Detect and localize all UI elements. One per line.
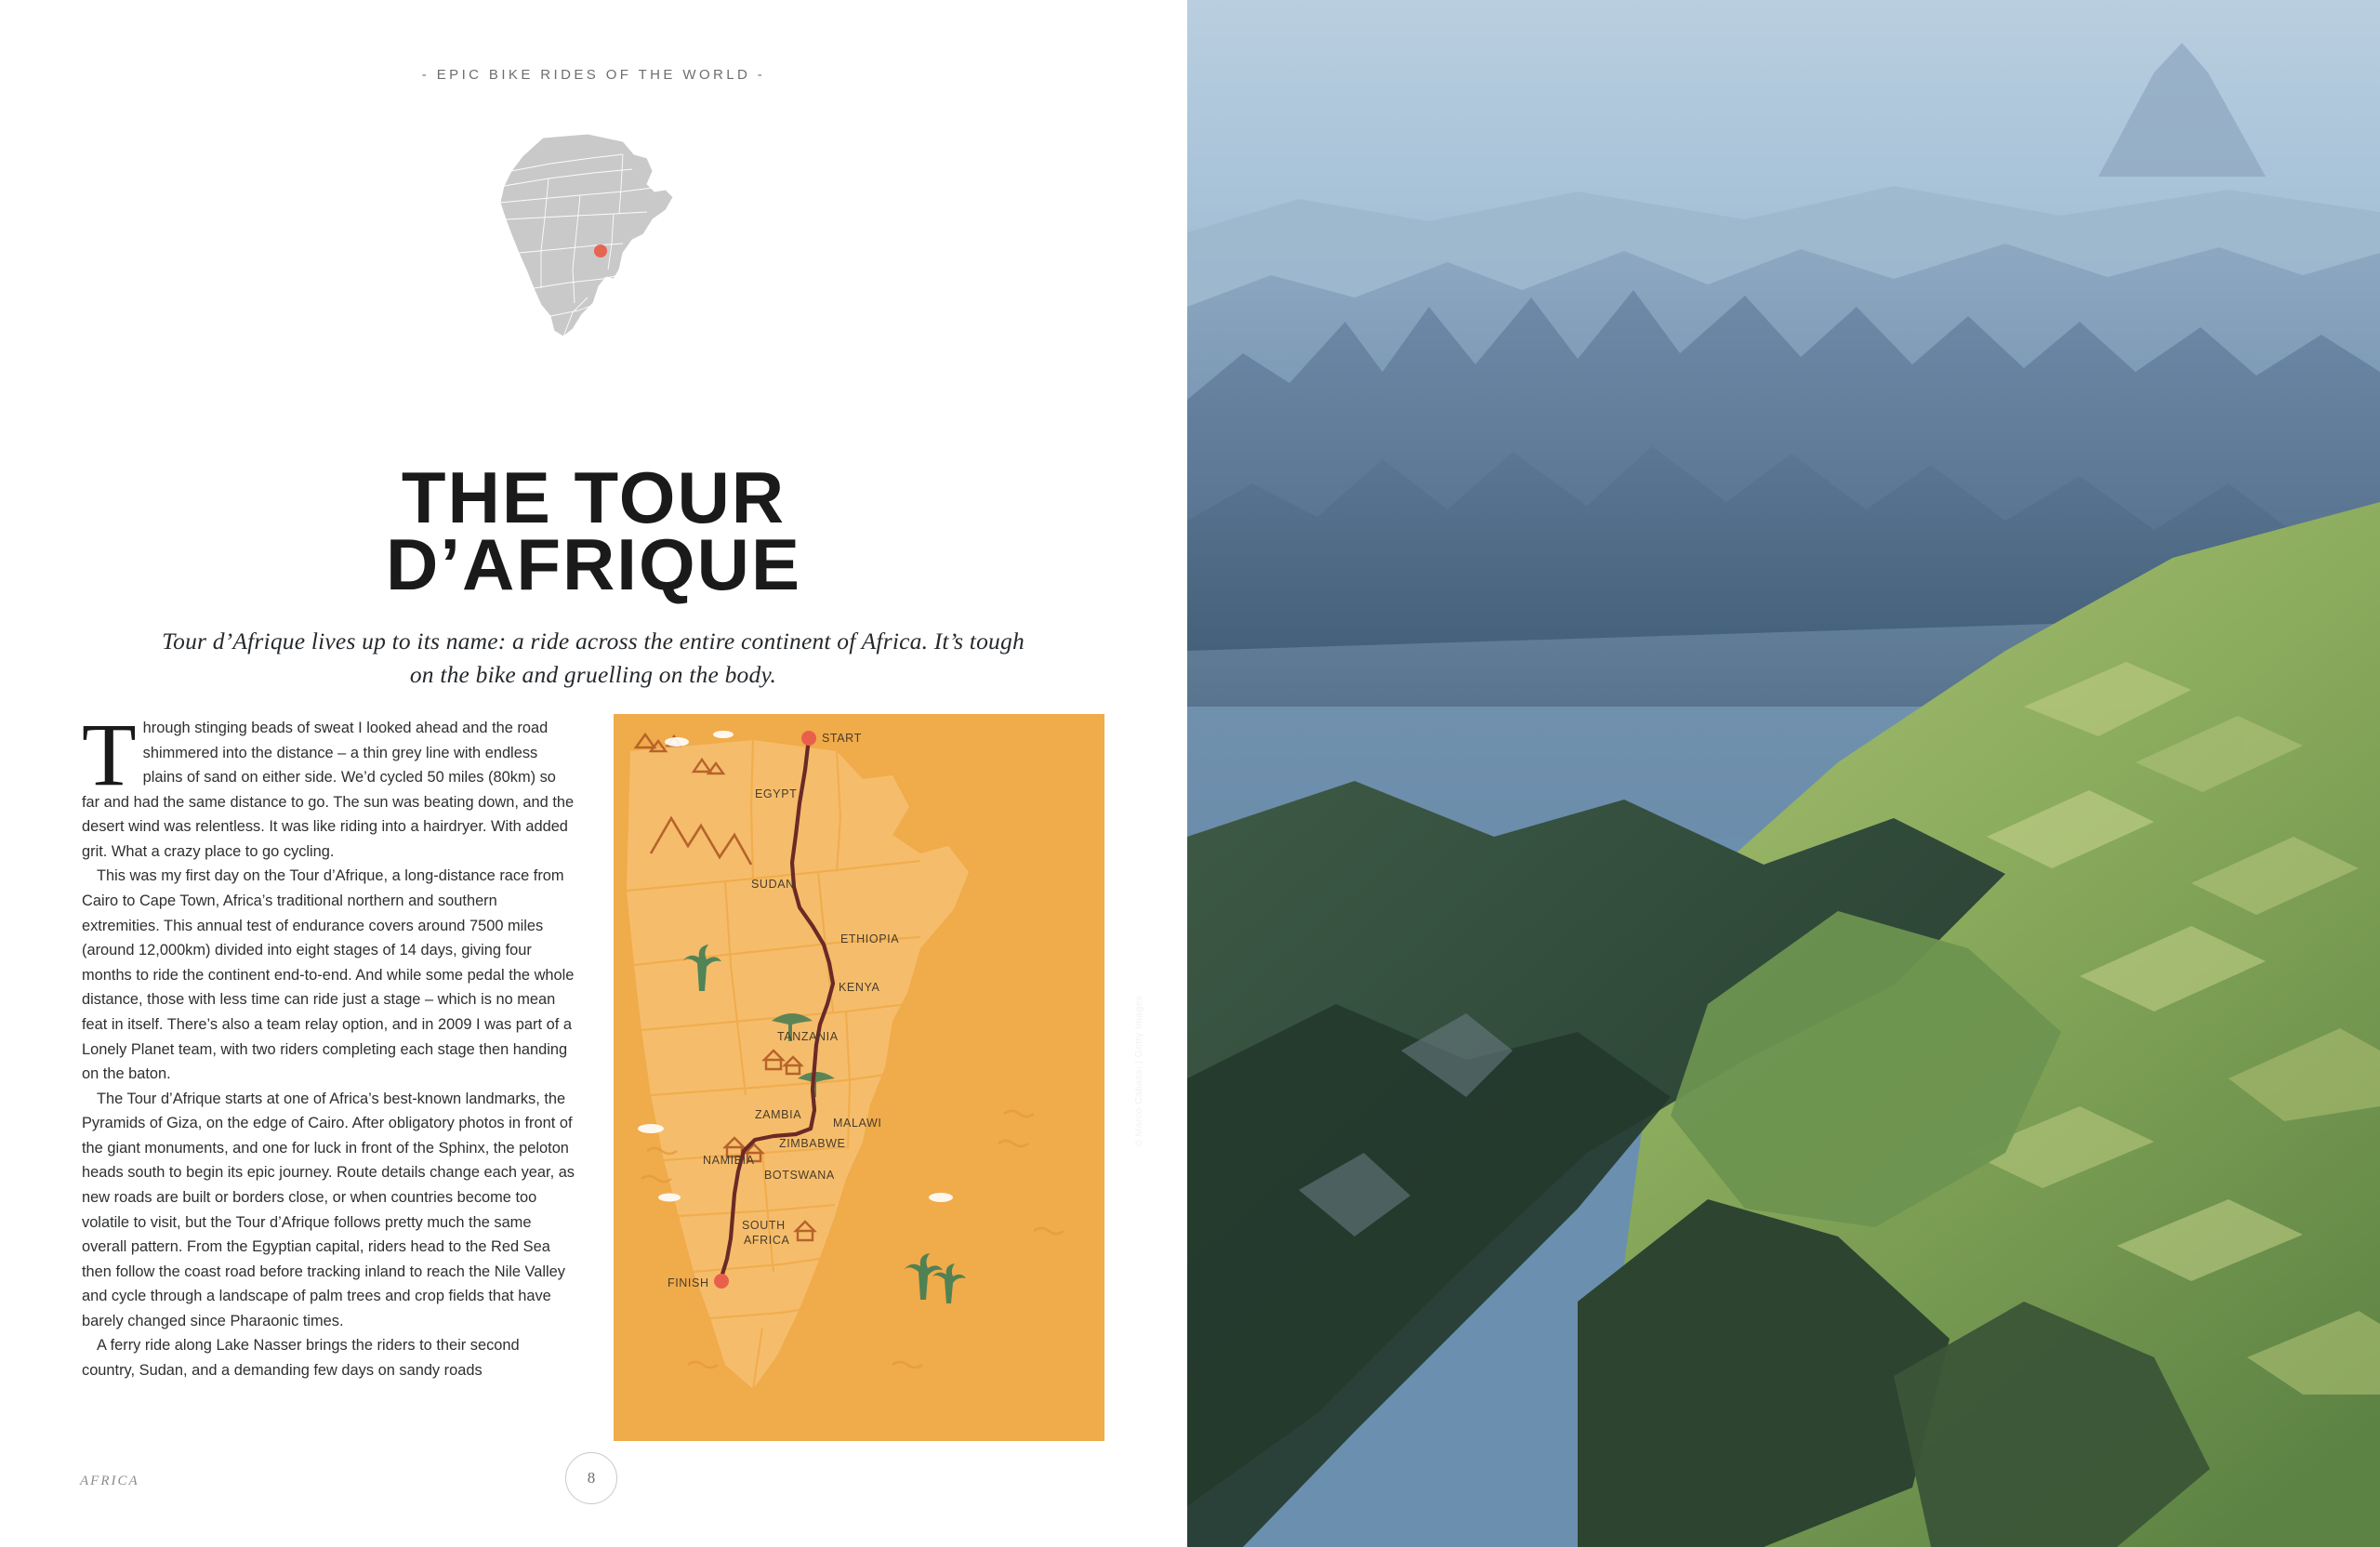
standfirst: Tour d’Afrique lives up to its name: a ride across the entire continent of Africa. It’s tough on the bike and gruelling on the body.	[162, 628, 1025, 689]
map-label-finish: FINISH	[668, 1276, 709, 1289]
title-line-2: D’AFRIQUE	[386, 522, 801, 605]
page-number: 8	[565, 1452, 617, 1504]
svg-text:ETHIOPIA: ETHIOPIA	[840, 932, 900, 945]
running-header: - EPIC BIKE RIDES OF THE WORLD -	[421, 67, 766, 83]
svg-text:ZAMBIA: ZAMBIA	[755, 1108, 802, 1121]
svg-text:NAMIBIA: NAMIBIA	[703, 1154, 755, 1167]
svg-text:SOUTH: SOUTH	[742, 1219, 786, 1232]
left-page	[0, 0, 1187, 1547]
svg-text:EGYPT: EGYPT	[755, 787, 798, 800]
svg-text:KENYA: KENYA	[839, 981, 880, 994]
map-label-start: START	[822, 732, 862, 745]
paragraph-4: A ferry ride along Lake Nasser brings the riders to their second country, Sudan, and a demanding few days on sandy roads	[82, 1337, 520, 1380]
title-line-1: THE TOUR	[401, 456, 787, 538]
africa-locator-map	[483, 130, 697, 353]
svg-text:SUDAN: SUDAN	[751, 878, 795, 891]
paragraph-3: The Tour d’Afrique starts at one of Africa’s best-known landmarks, the Pyramids of Giza, on the edge of Cairo. After obligatory photos in front of the giant monuments, and one for luck in front of the Sphinx, the peloton heads south to begin its epic journey. Route details change each year, as new roads are built or borders close, or when countries become too volatile to visit, but the Tour d’Afrique follows pretty much the same overall pattern. From the Egyptian capital, riders head to the Red Sea then follow the coast road before tracking inland to reach the Nile Valley and cycle through a landscape of palm trees and crop fields that have barely changed since Pharaonic times.	[82, 1090, 575, 1329]
drop-cap: T	[82, 705, 137, 804]
right-page-photo	[1133, 0, 2380, 1547]
paragraph-1	[82, 705, 575, 864]
svg-text:BOTSWANA: BOTSWANA	[764, 1169, 835, 1182]
paragraph-2: This was my first day on the Tour d’Afrique, a long-distance race from Cairo to Cape Town, Africa’s traditional northern and southern extremities. This annual test of endurance covers around 7500 miles (around 12,000km) divided into eight stages of 14 days, giving four months to ride the continent end-to-end. And while some pedal the whole distance, those with less time can ride just a stage – which is no mean feat in itself. There’s also a team relay option, and in 2009 I was part of a Lonely Planet team, with two riders completing each stage then handing on the baton.	[82, 867, 575, 1083]
svg-text:MALAWI: MALAWI	[833, 1117, 882, 1130]
simien-mountains-photo	[1187, 0, 2380, 1547]
article-body	[82, 705, 575, 1383]
section-footer: AFRICA	[80, 1474, 139, 1488]
paragraph-1-text: hrough stinging beads of sweat I looked ahead and the road shimmered into the distance – a thin grey line with endless plains of sand on either side. We’d cycled 50 miles (80km) so far and had the same distance to go. The sun was beating down, and the desert wind was relentless. It was like riding into a hairdryer. With added grit. What a crazy place to go cycling.	[82, 720, 575, 860]
svg-text:ZIMBABWE: ZIMBABWE	[779, 1137, 846, 1150]
page-title	[0, 456, 1187, 605]
photo-credit-wrapper	[1133, 0, 1243, 1547]
svg-text:AFRICA: AFRICA	[744, 1234, 790, 1247]
svg-text:TANZANIA: TANZANIA	[777, 1030, 839, 1043]
route-map-illustration	[614, 714, 1104, 1441]
photo-credit: © Marco Cabassi | Getty Images	[1133, 995, 1144, 1147]
